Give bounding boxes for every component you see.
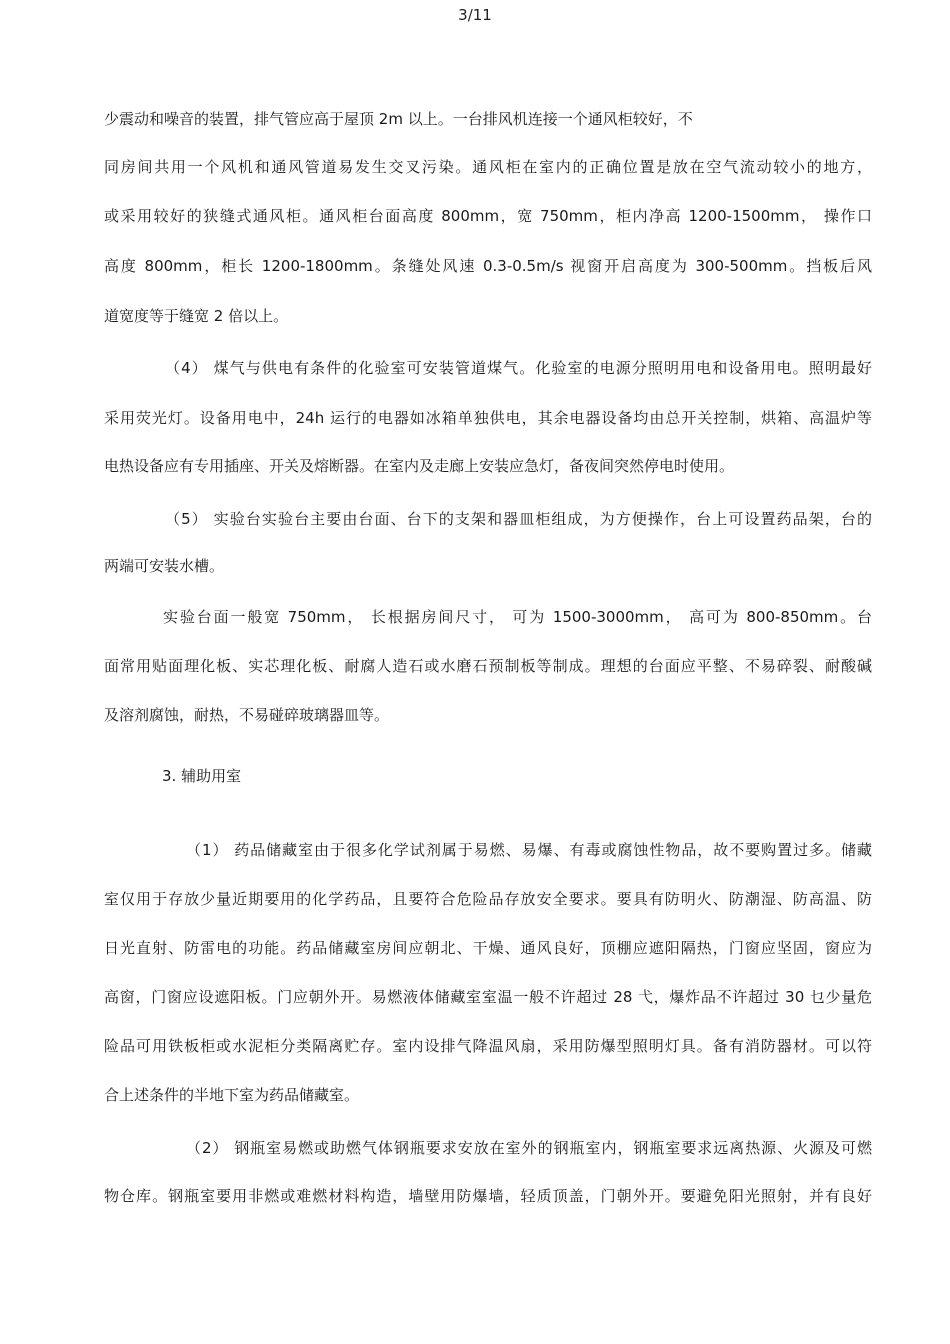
text-line: （5） 实验台实验台主要由台面、台下的支架和器皿柜组成，为方便操作，台上可设置药品架，台的 — [165, 510, 872, 528]
text-line: 合上述条件的半地下室为药品储藏室。 — [104, 1086, 360, 1104]
text-line: 及溶剂腐蚀，耐热，不易碰碎玻璃器皿等。 — [104, 706, 390, 724]
section-heading: 3. 辅助用室 — [162, 767, 242, 785]
text-line: （1） 药品储藏室由于很多化学试剂属于易燃、易爆、有毒或腐蚀性物品，故不要购置过多。储藏 — [186, 841, 872, 859]
text-line: 物仓库。钢瓶室要用非燃或难燃材料构造，墙壁用防爆墙，轻质顶盖，门朝外开。要避免阳光照射，并有良好 — [104, 1187, 872, 1205]
text-line: （4） 煤气与供电有条件的化验室可安装管道煤气。化验室的电源分照明用电和设备用电。照明最好 — [165, 359, 872, 377]
text-line: 或采用较好的狭缝式通风柜。通风柜台面高度 800mm，宽 750mm，柜内净高 1200-1500mm， 操作口 — [104, 207, 872, 225]
text-line: 高度 800mm，柜长 1200-1800mm。条缝处风速 0.3-0.5m/s 视窗开启高度为 300-500mm。挡板后风 — [104, 257, 872, 275]
text-line: 少震动和噪音的装置，排气管应高于屋顶 2m 以上。一台排风机连接一个通风柜较好，不 — [104, 110, 693, 128]
text-line: （2） 钢瓶室易燃或助燃气体钢瓶要求安放在室外的钢瓶室内，钢瓶室要求远离热源、火源及可燃 — [186, 1139, 872, 1157]
text-line: 电热设备应有专用插座、开关及熔断器。在室内及走廊上安装应急灯，备夜间突然停电时使用。 — [104, 457, 735, 475]
text-line: 高窗，门窗应设遮阳板。门应朝外开。易燃液体储藏室室温一般不许超过 28 弋，爆炸品不许超过 30 乜少量危 — [104, 988, 872, 1006]
page-number: 3/11 — [458, 6, 492, 24]
text-line: 险品可用铁板柜或水泥柜分类隔离贮存。室内设排气降温风扇，采用防爆型照明灯具。备有消防器材。可以符 — [104, 1037, 872, 1055]
text-line: 两端可安装水槽。 — [104, 557, 225, 575]
text-line: 室仅用于存放少量近期要用的化学药品，且要符合危险品存放安全要求。要具有防明火、防潮湿、防高温、防 — [104, 890, 872, 908]
text-line: 采用荧光灯。设备用电中，24h 运行的电器如冰箱单独供电，其余电器设备均由总开关控制，烘箱、高温炉等 — [104, 409, 872, 427]
text-line: 实验台面一般宽 750mm， 长根据房间尺寸， 可为 1500-3000mm， 高可为 800-850mm。台 — [163, 608, 872, 626]
text-line: 道宽度等于缝宽 2 倍以上。 — [104, 307, 289, 325]
text-line: 面常用贴面理化板、实芯理化板、耐腐人造石或水磨石预制板等制成。理想的台面应平整、不易碎裂、耐酸碱 — [104, 657, 872, 675]
text-line: 日光直射、防雷电的功能。药品储藏室房间应朝北、干燥、通风良好，顶棚应遮阳隔热，门窗应坚固，窗应为 — [104, 939, 872, 957]
text-line: 同房间共用一个风机和通风管道易发生交叉污染。通风柜在室内的正确位置是放在空气流动较小的地方， — [104, 158, 872, 176]
